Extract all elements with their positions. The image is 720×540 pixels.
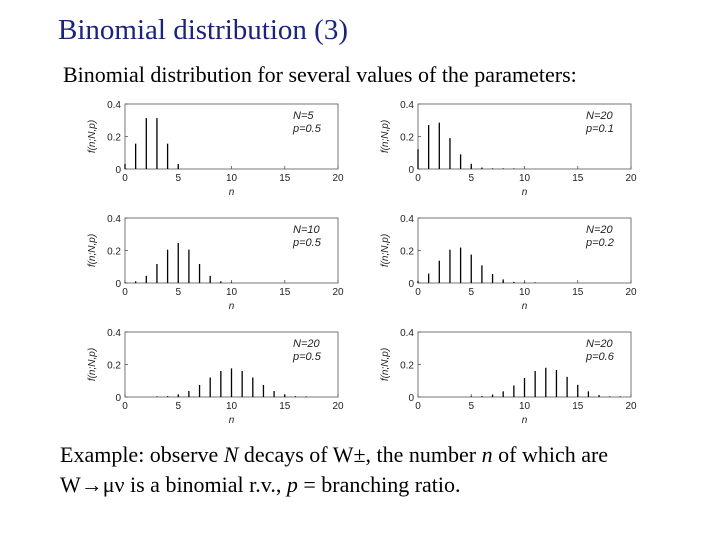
y-tick-label: 0.2 bbox=[400, 132, 414, 144]
y-tick-label: 0.4 bbox=[107, 100, 121, 111]
x-tick-label: 10 bbox=[225, 287, 238, 298]
y-tick-label: 0.4 bbox=[400, 328, 414, 339]
caption-text: W→μν is a binomial r.v., bbox=[60, 472, 287, 497]
x-axis-label: n bbox=[228, 187, 235, 198]
x-tick-label: 20 bbox=[332, 401, 344, 412]
y-tick-label: 0.2 bbox=[107, 360, 121, 372]
y-tick-label: 0 bbox=[408, 393, 414, 404]
y-tick-label: 0.2 bbox=[400, 360, 414, 372]
caption-var-n: n bbox=[481, 442, 493, 467]
x-tick-label: 15 bbox=[279, 173, 291, 184]
legend-entry: p=0.2 bbox=[586, 237, 614, 249]
y-tick-label: 0 bbox=[115, 165, 121, 176]
binomial-plots-figure bbox=[75, 94, 645, 429]
caption-var-p: p bbox=[286, 472, 298, 497]
x-tick-label: 5 bbox=[468, 401, 475, 412]
x-tick-label: 5 bbox=[175, 401, 182, 412]
x-tick-label: 0 bbox=[122, 287, 128, 298]
x-tick-label: 5 bbox=[175, 173, 182, 184]
y-tick-label: 0.2 bbox=[107, 132, 121, 144]
x-tick-label: 20 bbox=[332, 173, 344, 184]
caption-text: Example: observe bbox=[60, 442, 224, 467]
y-tick-label: 0.2 bbox=[400, 246, 414, 258]
y-axis-label: f(n;N,p) bbox=[380, 347, 391, 382]
legend-entry: p=0.6 bbox=[586, 351, 614, 363]
x-tick-label: 20 bbox=[332, 287, 344, 298]
x-axis-label: n bbox=[228, 301, 235, 312]
x-tick-label: 0 bbox=[122, 401, 128, 412]
example-caption bbox=[60, 440, 608, 500]
legend-entry: N=20 bbox=[586, 224, 613, 236]
x-tick-label: 10 bbox=[225, 401, 238, 412]
x-tick-label: 10 bbox=[225, 173, 238, 184]
legend-entry: p=0.5 bbox=[293, 237, 321, 249]
x-tick-label: 0 bbox=[415, 287, 421, 298]
x-axis-label: n bbox=[228, 415, 235, 426]
slide-title: Binomial distribution (3) bbox=[58, 14, 348, 46]
x-tick-label: 15 bbox=[572, 287, 584, 298]
x-tick-label: 5 bbox=[468, 173, 475, 184]
x-tick-label: 0 bbox=[415, 173, 421, 184]
x-axis-label: n bbox=[521, 415, 528, 426]
y-tick-label: 0.4 bbox=[107, 328, 121, 339]
x-tick-label: 10 bbox=[518, 173, 531, 184]
legend-entry: N=20 bbox=[293, 338, 320, 350]
x-tick-label: 0 bbox=[122, 173, 128, 184]
x-tick-label: 0 bbox=[415, 401, 421, 412]
y-axis-label: f(n;N,p) bbox=[87, 347, 98, 382]
caption-text: decays of W±, the number bbox=[238, 442, 482, 467]
x-tick-label: 5 bbox=[175, 287, 182, 298]
y-axis-label: f(n;N,p) bbox=[380, 233, 391, 268]
y-tick-label: 0 bbox=[115, 279, 121, 290]
caption-var-N: N bbox=[223, 442, 239, 467]
x-tick-label: 15 bbox=[279, 287, 291, 298]
caption-line-2 bbox=[60, 470, 608, 500]
y-tick-label: 0.4 bbox=[400, 214, 414, 225]
y-tick-label: 0 bbox=[115, 393, 121, 404]
legend-entry: N=20 bbox=[586, 110, 613, 122]
y-axis-label: f(n;N,p) bbox=[87, 119, 98, 154]
x-axis-label: n bbox=[521, 187, 528, 198]
x-tick-label: 15 bbox=[572, 401, 584, 412]
y-tick-label: 0 bbox=[408, 165, 414, 176]
chart-panel-3 bbox=[87, 214, 344, 312]
x-tick-label: 15 bbox=[279, 401, 291, 412]
legend-entry: p=0.1 bbox=[586, 123, 614, 135]
chart-panel-2 bbox=[380, 100, 637, 198]
x-tick-label: 20 bbox=[625, 401, 637, 412]
x-tick-label: 20 bbox=[625, 287, 637, 298]
legend-entry: p=0.5 bbox=[293, 123, 321, 135]
legend-entry: N=5 bbox=[293, 110, 314, 122]
x-tick-label: 20 bbox=[625, 173, 637, 184]
chart-panel-5 bbox=[87, 328, 344, 426]
legend-entry: p=0.5 bbox=[293, 351, 321, 363]
caption-text: = branching ratio. bbox=[297, 472, 461, 497]
chart-panel-4 bbox=[380, 214, 637, 312]
chart-panel-1 bbox=[87, 100, 344, 198]
y-tick-label: 0.2 bbox=[107, 246, 121, 258]
x-tick-label: 10 bbox=[518, 401, 531, 412]
x-tick-label: 10 bbox=[518, 287, 531, 298]
chart-panel-6 bbox=[380, 328, 637, 426]
y-axis-label: f(n;N,p) bbox=[380, 119, 391, 154]
x-tick-label: 15 bbox=[572, 173, 584, 184]
y-tick-label: 0.4 bbox=[400, 100, 414, 111]
y-tick-label: 0.4 bbox=[107, 214, 121, 225]
caption-text: of which are bbox=[492, 442, 609, 467]
slide-subtitle: Binomial distribution for several values of the parameters: bbox=[63, 62, 577, 87]
y-axis-label: f(n;N,p) bbox=[87, 233, 98, 268]
caption-line-1 bbox=[60, 440, 608, 470]
x-axis-label: n bbox=[521, 301, 528, 312]
legend-entry: N=10 bbox=[293, 224, 320, 236]
x-tick-label: 5 bbox=[468, 287, 475, 298]
legend-entry: N=20 bbox=[586, 338, 613, 350]
y-tick-label: 0 bbox=[408, 279, 414, 290]
